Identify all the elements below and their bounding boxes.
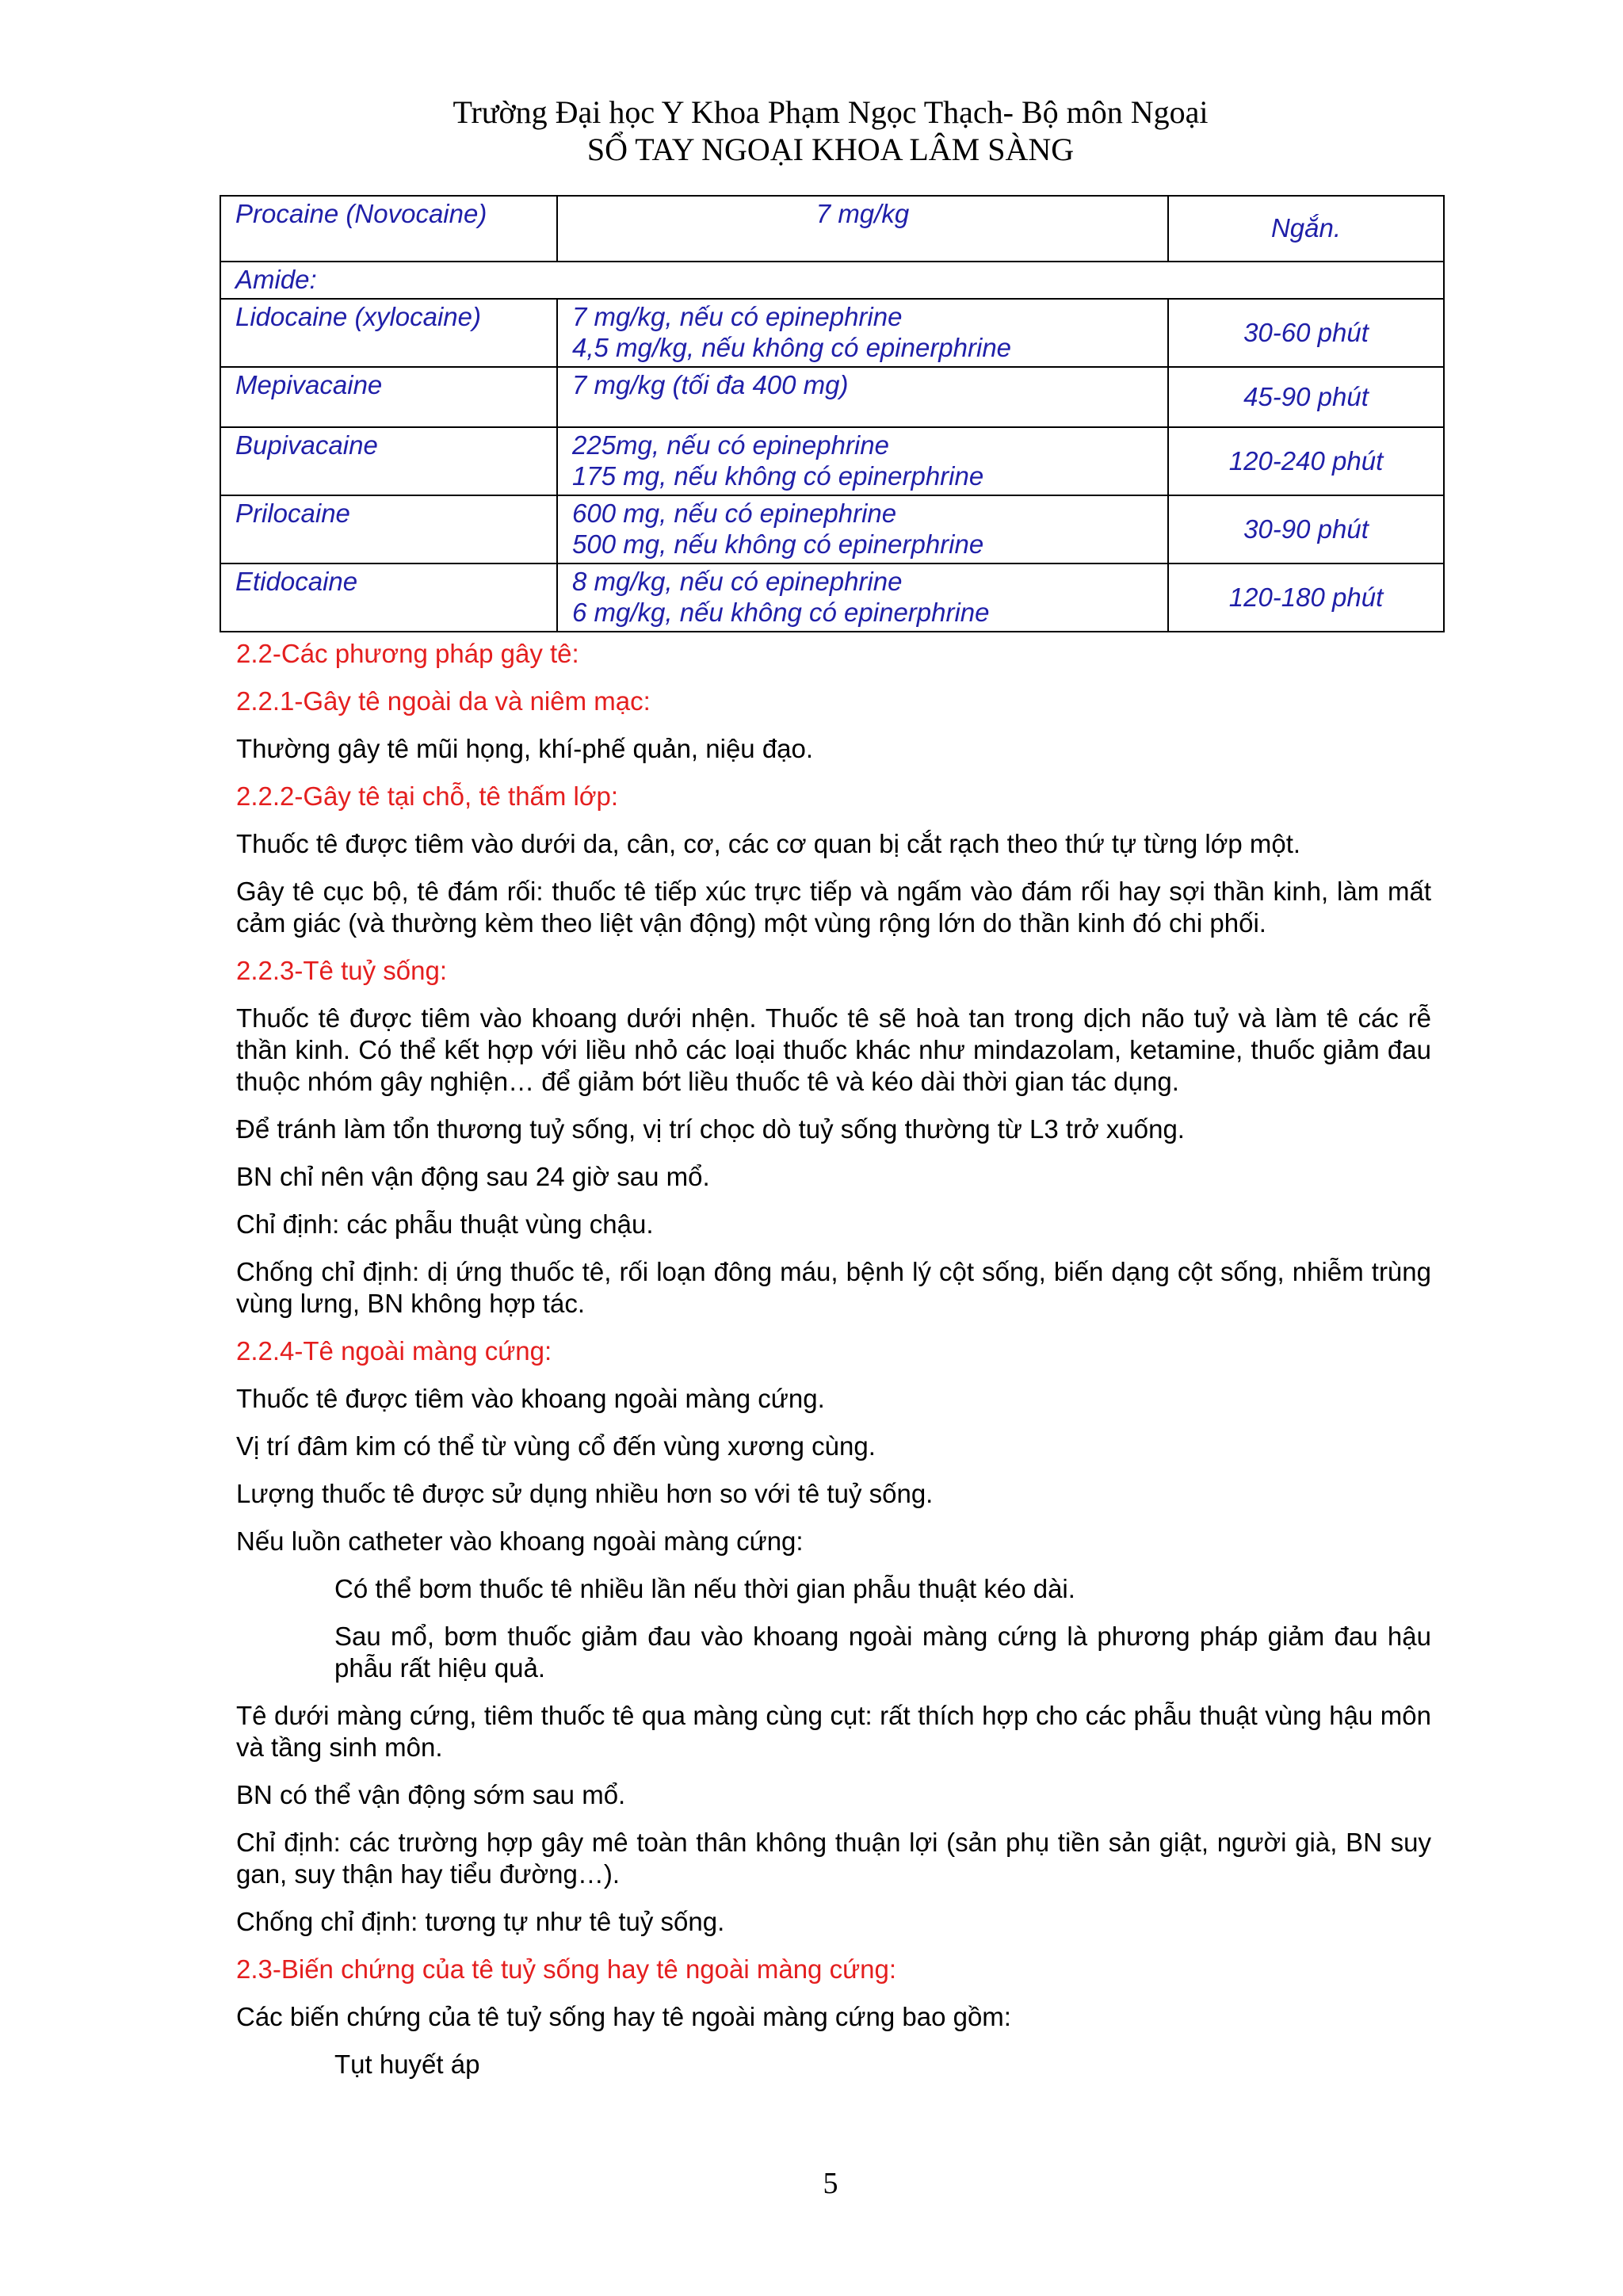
drug-name-cell: Bupivacaine <box>220 427 557 495</box>
table-row <box>220 367 1444 427</box>
header-institution: Trường Đại học Y Khoa Phạm Ngọc Thạch- Bộ môn Ngoại <box>453 94 1209 130</box>
paragraph: Chống chỉ định: tương tự như tê tuỷ sống. <box>236 1907 725 1936</box>
paragraph: Thường gây tê mũi họng, khí-phế quản, niệu đạo. <box>236 734 814 763</box>
table-row <box>220 196 1444 262</box>
paragraph: Chỉ định: các trường hợp gây mê toàn thân không thuận lợi (sản phụ tiền sản giật, người già, BN suy gan, suy thận hay tiểu đường…). <box>236 1828 1431 1889</box>
section-heading: 2.2-Các phương pháp gây tê: <box>236 639 579 668</box>
dose-line: 500 mg, nếu không có epinerphrine <box>572 529 984 559</box>
paragraph: BN có thể vận động sớm sau mổ. <box>236 1780 626 1809</box>
drug-dose-cell <box>557 427 1168 495</box>
section-heading: 2.3-Biến chứng của tê tuỷ sống hay tê ngoài màng cứng: <box>236 1954 897 1984</box>
paragraph: Vị trí đâm kim có thể từ vùng cổ đến vùng xương cùng. <box>236 1431 876 1461</box>
paragraph: Chống chỉ định: dị ứng thuốc tê, rối loạn đông máu, bệnh lý cột sống, biến dạng cột sống, nhiễm trùng vùng lưng, BN không hợp tác. <box>236 1257 1431 1318</box>
dose-line: 600 mg, nếu có epinephrine <box>572 499 897 528</box>
dose-line: 225mg, nếu có epinephrine <box>572 430 889 460</box>
drug-name-cell: Lidocaine (xylocaine) <box>220 299 557 367</box>
drug-name-cell: Etidocaine <box>220 563 557 632</box>
table-group-row <box>220 262 1444 299</box>
dose-line: 7 mg/kg <box>815 199 910 228</box>
paragraph: Các biến chứng của tê tuỷ sống hay tê ngoài màng cứng bao gồm: <box>236 2002 1011 2031</box>
table-row <box>220 495 1444 563</box>
indented-paragraph: Tụt huyết áp <box>334 2050 480 2079</box>
drug-name-cell: Procaine (Novocaine) <box>220 196 557 262</box>
drug-dose-cell <box>557 367 1168 427</box>
drug-duration-cell: Ngắn. <box>1168 196 1444 262</box>
dose-line: 6 mg/kg, nếu không có epinerphrine <box>572 598 990 627</box>
drug-name-cell: Mepivacaine <box>220 367 557 427</box>
drug-dose-cell <box>557 196 1168 262</box>
header-book-title: SỔ TAY NGOẠI KHOA LÂM SÀNG <box>586 132 1075 167</box>
table-row <box>220 299 1444 367</box>
page-header <box>0 94 1623 168</box>
paragraph: Thuốc tê được tiêm vào khoang ngoài màng cứng. <box>236 1384 825 1413</box>
paragraph: Chỉ định: các phẫu thuật vùng chậu. <box>236 1209 654 1239</box>
drug-name-cell: Prilocaine <box>220 495 557 563</box>
table-row <box>220 427 1444 495</box>
anesthetic-dose-table <box>220 195 1445 632</box>
subsection-heading: 2.2.1-Gây tê ngoài da và niêm mạc: <box>236 686 651 716</box>
paragraph: Để tránh làm tổn thương tuỷ sống, vị trí chọc dò tuỷ sống thường từ L3 trở xuống. <box>236 1114 1185 1144</box>
subsection-heading: 2.2.4-Tê ngoài màng cứng: <box>236 1336 552 1366</box>
drug-dose-cell <box>557 495 1168 563</box>
paragraph: Tê dưới màng cứng, tiêm thuốc tê qua màng cùng cụt: rất thích hợp cho các phẫu thuật vùng hậu môn và tầng sinh môn. <box>236 1701 1431 1762</box>
paragraph: Gây tê cục bộ, tê đám rối: thuốc tê tiếp xúc trực tiếp và ngấm vào đám rối hay sợi thần kinh, làm mất cảm giác (và thường kèm theo liệt vận động) một vùng rộng lớn do thần kinh đó chi phối. <box>236 877 1431 938</box>
subsection-heading: 2.2.3-Tê tuỷ sống: <box>236 956 447 985</box>
drug-duration-cell: 30-60 phút <box>1168 299 1444 367</box>
drug-duration-cell: 120-240 phút <box>1168 427 1444 495</box>
paragraph: BN chỉ nên vận động sau 24 giờ sau mổ. <box>236 1162 710 1191</box>
drug-duration-cell: 30-90 phút <box>1168 495 1444 563</box>
indented-paragraph: Sau mổ, bơm thuốc giảm đau vào khoang ngoài màng cứng là phương pháp giảm đau hậu phẫu rất hiệu quả. <box>334 1622 1431 1683</box>
paragraph: Thuốc tê được tiêm vào khoang dưới nhện. Thuốc tê sẽ hoà tan trong dịch não tuỷ và làm tê các rễ thần kinh. Có thể kết hợp với liều nhỏ các loại thuốc khác như mindazolam, ketamine, thuốc giảm đau thuộc nhóm gây nghiện… để giảm bớt liều thuốc tê và kéo dài thời gian tác dụng. <box>236 1003 1431 1096</box>
dose-line: 175 mg, nếu không có epinerphrine <box>572 461 984 491</box>
subsection-heading: 2.2.2-Gây tê tại chỗ, tê thấm lớp: <box>236 781 619 811</box>
drug-duration-cell: 120-180 phút <box>1168 563 1444 632</box>
drug-duration-cell: 45-90 phút <box>1168 367 1444 427</box>
paragraph: Nếu luồn catheter vào khoang ngoài màng cứng: <box>236 1526 804 1556</box>
page-number: 5 <box>823 2167 838 2200</box>
dose-line: 7 mg/kg (tối đa 400 mg) <box>572 370 849 399</box>
dose-line: 4,5 mg/kg, nếu không có epinerphrine <box>572 333 1012 362</box>
paragraph: Thuốc tê được tiêm vào dưới da, cân, cơ, các cơ quan bị cắt rạch theo thứ tự từng lớp một. <box>236 829 1301 858</box>
group-label-amide: Amide: <box>220 262 1444 299</box>
paragraph: Lượng thuốc tê được sử dụng nhiều hơn so với tê tuỷ sống. <box>236 1479 934 1508</box>
drug-dose-cell <box>557 299 1168 367</box>
dose-line: 8 mg/kg, nếu có epinephrine <box>572 567 903 596</box>
indented-paragraph: Có thể bơm thuốc tê nhiều lần nếu thời gian phẫu thuật kéo dài. <box>334 1574 1075 1603</box>
table-row <box>220 563 1444 632</box>
drug-dose-cell <box>557 563 1168 632</box>
dose-line: 7 mg/kg, nếu có epinephrine <box>572 302 903 331</box>
document-body <box>236 638 1431 2096</box>
